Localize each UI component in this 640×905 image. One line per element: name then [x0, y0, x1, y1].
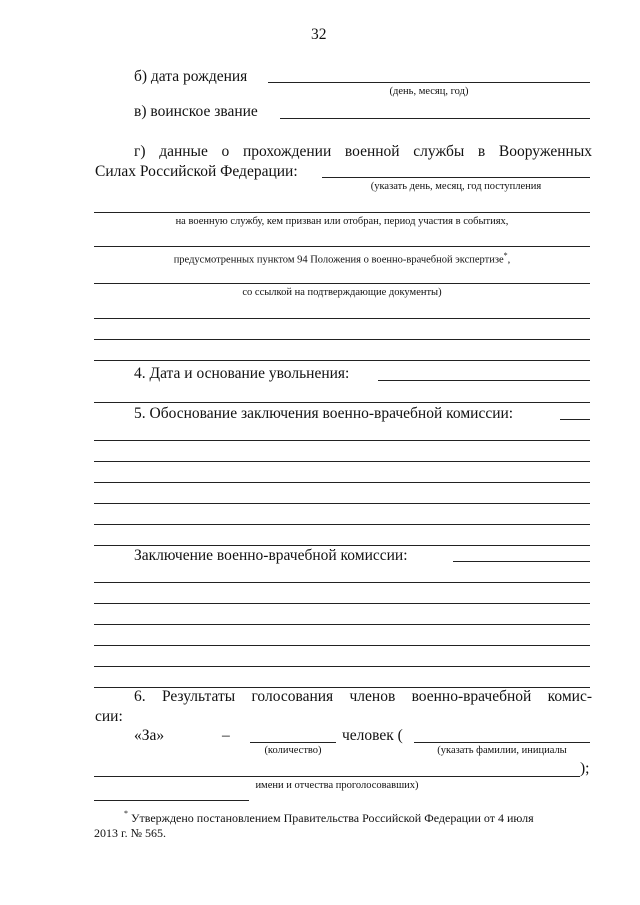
vote-dash: –: [222, 727, 230, 744]
vote-for-label: «За»: [134, 727, 165, 744]
justification-field-6[interactable]: [94, 524, 590, 525]
birth-date-hint: (день, месяц, год): [389, 86, 469, 97]
footnote-line2: 2013 г. № 565.: [94, 826, 167, 840]
justification-field-3[interactable]: [94, 461, 590, 462]
footnote-line1: [124, 808, 534, 825]
conclusion-label: Заключение военно-врачебной комиссии:: [134, 547, 408, 564]
service-hint-4: со ссылкой на подтверждающие документы): [242, 287, 442, 298]
people-label: человек (: [342, 727, 403, 744]
justification-label: 5. Обоснование заключения военно-врачебной комиссии:: [134, 405, 514, 422]
voters-names-field-1[interactable]: [414, 742, 590, 743]
service-hint-3-tail: ,: [507, 254, 511, 266]
justification-field-5[interactable]: [94, 503, 590, 504]
service-data-line1: г) данные о прохождении военной службы в Вооруженных: [134, 143, 592, 160]
voting-results-line2: сии:: [95, 708, 123, 725]
discharge-label: 4. Дата и основание увольнения:: [134, 365, 350, 382]
conclusion-field-6[interactable]: [94, 666, 590, 667]
justification-field-1[interactable]: [560, 419, 590, 420]
justification-field-4[interactable]: [94, 482, 590, 483]
conclusion-field-5[interactable]: [94, 645, 590, 646]
discharge-field-2[interactable]: [94, 402, 590, 403]
service-data-line2: Силах Российской Федерации:: [95, 163, 298, 180]
birth-date-field[interactable]: [268, 82, 590, 83]
service-hint-3-text: предусмотренных пунктом 94 Положения о военно-врачебной экспертизе: [173, 254, 504, 266]
voting-results-line1: 6. Результаты голосования членов военно-врачебной комис-: [134, 688, 592, 705]
conclusion-field-1[interactable]: [453, 561, 590, 562]
discharge-field-1[interactable]: [378, 380, 590, 381]
justification-field-2[interactable]: [94, 440, 590, 441]
justification-field-7[interactable]: [94, 545, 590, 546]
service-data-field-4[interactable]: [94, 283, 590, 284]
vote-count-field[interactable]: [250, 742, 336, 743]
page-number: 32: [311, 26, 327, 43]
service-data-field-7[interactable]: [94, 360, 590, 361]
service-data-field-5[interactable]: [94, 318, 590, 319]
vote-count-hint: (количество): [264, 745, 322, 756]
voters-names-hint-2: имени и отчества проголосовавших): [255, 780, 419, 791]
military-rank-field[interactable]: [280, 118, 590, 119]
footnote-separator: [94, 800, 249, 801]
footnote-text-1: Утверждено постановлением Правительства Российской Федерации от 4 июля: [131, 811, 534, 825]
voters-names-hint: (указать фамилии, инициалы: [437, 745, 567, 756]
voters-names-field-2[interactable]: [94, 776, 580, 777]
service-data-field-6[interactable]: [94, 339, 590, 340]
service-data-field-3[interactable]: [94, 246, 590, 247]
service-hint-2: на военную службу, кем призван или отобран, период участия в событиях,: [175, 216, 509, 227]
conclusion-field-2[interactable]: [94, 582, 590, 583]
service-hint-3-footnote-mark: *: [503, 251, 508, 260]
service-data-field-2[interactable]: [94, 212, 590, 213]
footnote-mark: *: [124, 809, 128, 818]
close-paren: );: [580, 760, 590, 777]
service-hint-1: (указать день, месяц, год поступления: [370, 181, 542, 192]
service-data-field-1[interactable]: [322, 177, 590, 178]
conclusion-field-3[interactable]: [94, 603, 590, 604]
military-rank-label: в) воинское звание: [134, 103, 258, 120]
conclusion-field-4[interactable]: [94, 624, 590, 625]
service-hint-3: [94, 250, 590, 267]
birth-date-label: б) дата рождения: [134, 68, 248, 85]
